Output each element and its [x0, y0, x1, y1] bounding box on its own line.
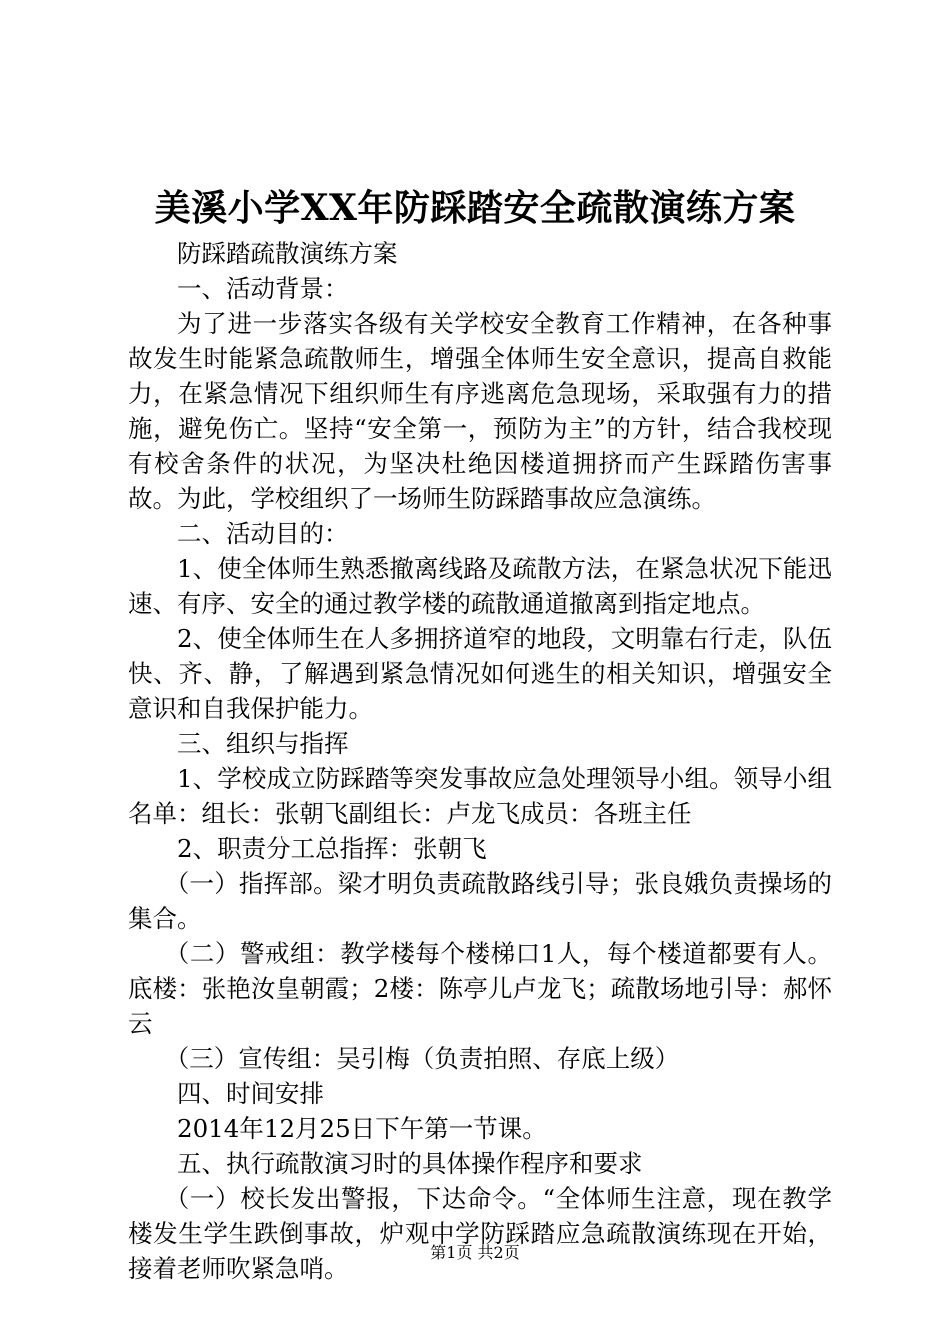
paragraph: 为了进一步落实各级有关学校安全教育工作精神，在各种事故发生时能紧急疏散师生，增强全体师生安全意识，提高自救能力，在紧急情况下组织师生有序逃离危急现场，采取强有力的措施，避免伤亡。坚持“安全第一，预防为主”的方针，结合我校现有校舍条件的状况，为坚决杜绝因楼道拥挤而产生踩踏伤害事故。为此，学校组织了一场师生防踩踏事故应急演练。	[128, 309, 832, 513]
page-footer: 第1页 共2页	[430, 1243, 520, 1262]
paragraph: 二、活动目的：	[177, 519, 349, 548]
paragraph: 五、执行疏散演习时的具体操作程序和要求	[177, 1149, 643, 1178]
paragraph: （一）指挥部。梁才明负责疏散路线引导；张良娥负责操场的集合。	[128, 869, 832, 933]
paragraph: 1、使全体师生熟悉撤离线路及疏散方法，在紧急状况下能迅速、有序、安全的通过教学楼的疏散通道撤离到指定地点。	[128, 554, 832, 618]
paragraph: （三）宣传组：吴引梅（负责拍照、存底上级）	[164, 1044, 680, 1073]
document-title: 美溪小学XX年防踩踏安全疏散演练方案	[154, 187, 796, 229]
paragraph: 一、活动背景：	[177, 274, 349, 303]
paragraph: 三、组织与指挥	[177, 729, 349, 758]
paragraph: 四、时间安排	[177, 1079, 324, 1108]
paragraph: （二）警戒组：教学楼每个楼梯口1人，每个楼道都要有人。底楼：张艳汝皇朝霞；2楼：陈亭儿卢龙飞；疏散场地引导：郝怀云	[128, 939, 832, 1038]
paragraph: 1、学校成立防踩踏等突发事故应急处理领导小组。领导小组名单：组长：张朝飞副组长：卢龙飞成员：各班主任	[128, 764, 832, 828]
paragraph: 2014年12月25日下午第一节课。	[177, 1114, 547, 1143]
paragraph: 防踩踏疏散演练方案	[177, 239, 398, 268]
document-body	[128, 236, 832, 1286]
paragraph: 2、职责分工总指挥：张朝飞	[177, 834, 487, 863]
paragraph: （一）校长发出警报，下达命令。“全体师生注意，现在教学楼发生学生跌倒事故，炉观中学防踩踏应急疏散演练现在开始，接着老师吹紧急哨。	[128, 1184, 832, 1283]
paragraph: 2、使全体师生在人多拥挤道窄的地段，文明靠右行走，队伍快、齐、静，了解遇到紧急情况如何逃生的相关知识，增强安全意识和自我保护能力。	[128, 624, 832, 723]
